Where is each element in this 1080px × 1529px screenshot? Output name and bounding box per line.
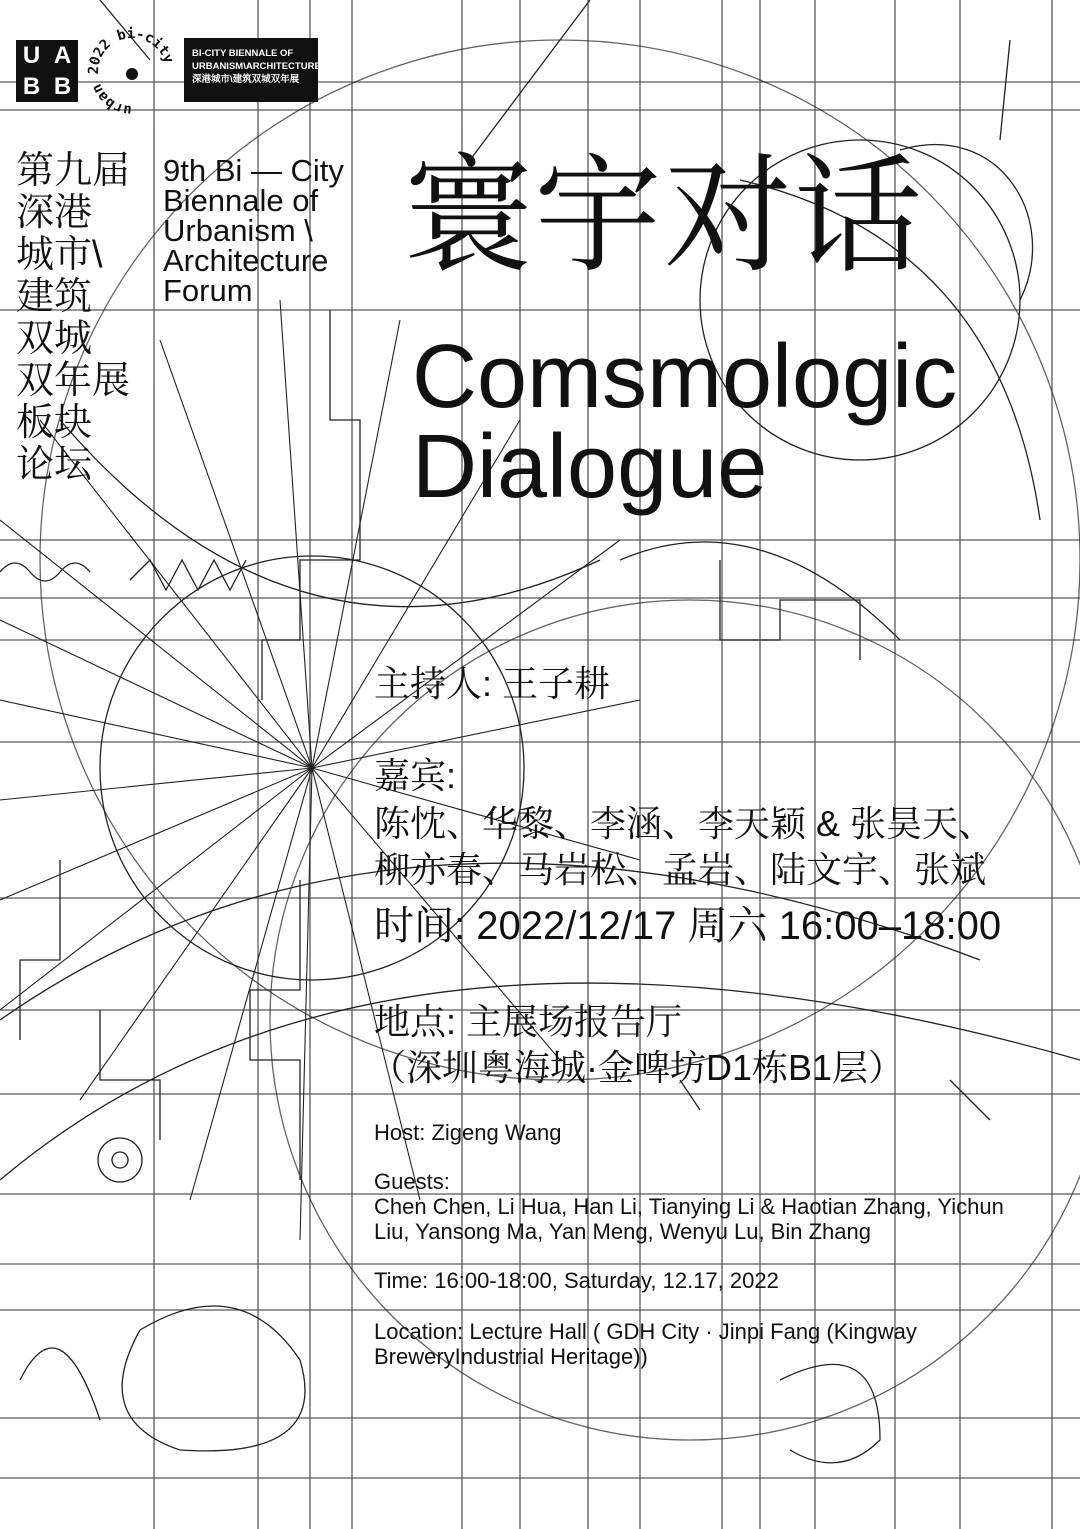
- logo-ring-emblem: [86, 20, 178, 128]
- forum-name-zh-line: 板块: [16, 402, 93, 444]
- banner-line: 深港城市\建筑双城双年展: [192, 74, 300, 85]
- uabb-logo: [16, 40, 78, 102]
- forum-name-zh: [16, 150, 146, 486]
- location-en: BreweryIndustrial Heritage)): [374, 1344, 648, 1369]
- forum-name-zh-line: 第九届: [16, 150, 131, 192]
- forum-name-en-line: Urbanism \: [163, 213, 313, 248]
- forum-name-en-line: Architecture: [163, 243, 329, 278]
- forum-name-zh-line: 论坛: [16, 444, 93, 486]
- biennale-banner: [184, 38, 321, 102]
- forum-name-zh-line: 双城: [16, 318, 93, 360]
- logo-letter: U: [22, 41, 41, 69]
- logo-ring-text: urban 2022 bi-city: [86, 25, 177, 119]
- forum-name-zh-line: 双年展: [16, 360, 131, 402]
- forum-name-en-line: Forum: [163, 273, 253, 308]
- guests-line-en: Chen Chen, Li Hua, Han Li, Tianying Li & Haotian Zhang, Yichun: [374, 1194, 1004, 1219]
- forum-name-en-line: Biennale of: [163, 183, 319, 218]
- host-zh: 主持人: 王子耕: [374, 663, 611, 704]
- time-zh: 时间: 2022/12/17 周六 16:00–18:00: [374, 904, 1002, 948]
- page-title-en-line: Comsmologic: [412, 327, 958, 427]
- forum-name-zh-line: 建筑: [16, 276, 93, 318]
- time-en: Time: 16:00-18:00, Saturday, 12.17, 2022: [374, 1268, 779, 1293]
- guests-line-zh: 陈忱、华黎、李涵、李天颖 & 张昊天、: [374, 803, 995, 844]
- banner-line: BI-CITY BIENNALE OF: [192, 48, 294, 59]
- page-title-zh: 寰宇对话: [404, 145, 925, 288]
- forum-name-en-line: 9th Bi — City: [163, 153, 344, 188]
- location-zh: 地点: 主展场报告厅: [374, 1001, 683, 1042]
- location-en: Location: Lecture Hall ( GDH City · Jinpi Fang (Kingway: [374, 1319, 917, 1344]
- guests-line-en: Liu, Yansong Ma, Yan Meng, Wenyu Lu, Bin Zhang: [374, 1219, 871, 1244]
- host-en: Host: Zigeng Wang: [374, 1120, 562, 1145]
- logo-letter: B: [53, 72, 72, 100]
- forum-name-zh-line: 城市\: [16, 234, 103, 276]
- guests-label-en: Guests:: [374, 1169, 450, 1194]
- banner-line: URBANISM\ARCHITECTURE: [192, 61, 321, 72]
- guests-label-zh: 嘉宾:: [374, 755, 457, 796]
- logo-letter: A: [53, 41, 72, 69]
- location-detail-zh: （深圳粤海城·金啤坊D1栋B1层）: [370, 1047, 905, 1088]
- logo-letter: B: [22, 72, 41, 100]
- forum-name-zh-line: 深港: [16, 192, 93, 234]
- zigzag: [0, 560, 246, 590]
- page-title-en: [412, 327, 958, 517]
- page-title-en-line: Dialogue: [412, 417, 768, 517]
- forum-name-en: [163, 153, 344, 308]
- guests-line-zh: 柳亦春、马岩松、孟岩、陆文宇、张斌: [374, 849, 987, 890]
